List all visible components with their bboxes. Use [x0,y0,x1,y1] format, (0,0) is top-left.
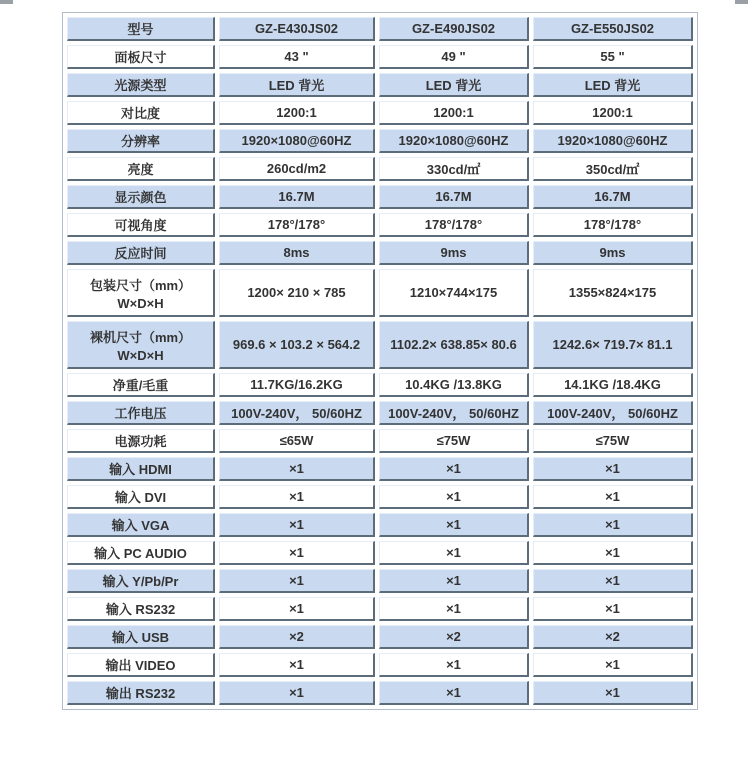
cell-value: 8ms [219,241,375,265]
cell-value: 14.1KG /18.4KG [533,373,693,397]
cell-value: ×1 [219,653,375,677]
row-label-line2: W×D×H [117,347,164,363]
row-label-text: 输入 Y/Pb/Pr [102,574,179,589]
row-label-text: 显示颜色 [114,190,167,205]
cell-value: 16.7M [219,185,375,209]
cell-value: LED 背光 [219,73,375,97]
table-row [67,241,693,265]
cell-value: 16.7M [379,185,529,209]
row-label [67,101,215,125]
cell-value: ×1 [219,681,375,705]
table-row [67,321,693,369]
row-label-text: 输入 PC AUDIO [94,546,187,561]
cell-value: 10.4KG /13.8KG [379,373,529,397]
row-label [67,457,215,481]
table-row [67,401,693,425]
cell-value: ×1 [533,681,693,705]
table-row [67,625,693,649]
cell-value: 49 " [379,45,529,69]
row-label [67,185,215,209]
row-label [67,269,215,317]
cell-value: ×1 [379,569,529,593]
spec-table [62,12,698,710]
cell-value: ×1 [379,653,529,677]
row-label-text: 面板尺寸 [114,50,167,65]
cell-value: 1920×1080@60HZ [219,129,375,153]
cell-value: ×1 [533,457,693,481]
row-label [67,157,215,181]
cell-value: 100V-240V， 50/60HZ [379,401,529,425]
table-row [67,45,693,69]
table-row [67,653,693,677]
row-label-text: 输出 RS232 [105,686,176,701]
table-row [67,269,693,317]
cell-value: ×1 [379,541,529,565]
cell-value: 1200:1 [219,101,375,125]
cell-value: ×2 [219,625,375,649]
table-row [67,429,693,453]
table-row [67,457,693,481]
cell-value: ×1 [379,681,529,705]
cell-value: 100V-240V， 50/60HZ [533,401,693,425]
row-label-line2: W×D×H [117,295,164,311]
table-header-row [67,17,693,41]
cell-value: 1200× 210 × 785 [219,269,375,317]
row-label [67,569,215,593]
cell-value: 55 " [533,45,693,69]
cell-value: ×1 [533,513,693,537]
row-label-text: 包装尺寸（mm） [89,277,192,293]
cell-value: 16.7M [533,185,693,209]
cell-value: ≤75W [379,429,529,453]
table-row [67,569,693,593]
frame-corner-mark-left [0,0,13,4]
cell-value: 260cd/m2 [219,157,375,181]
table-row [67,373,693,397]
row-label-text: 输入 USB [111,630,170,645]
row-label-text: 工作电压 [114,406,167,421]
row-label-text: 输入 RS232 [105,602,176,617]
row-label-text: 输入 VGA [111,518,170,533]
cell-value: 11.7KG/16.2KG [219,373,375,397]
row-label [67,485,215,509]
cell-value: ×1 [379,457,529,481]
row-label [67,541,215,565]
table-row [67,213,693,237]
cell-value: 969.6 × 103.2 × 564.2 [219,321,375,369]
cell-value: 1920×1080@60HZ [533,129,693,153]
cell-value: 350cd/㎡ [533,157,693,181]
cell-value: ×1 [379,597,529,621]
cell-value: ×1 [379,513,529,537]
cell-value: LED 背光 [533,73,693,97]
row-label-text: 输入 HDMI [109,462,172,477]
cell-value: ×1 [219,541,375,565]
cell-value: ×1 [219,597,375,621]
model-name: GZ-E430JS02 [219,17,375,41]
cell-value: ×1 [533,541,693,565]
table-row [67,681,693,705]
cell-value: 1200:1 [379,101,529,125]
cell-value: ≤75W [533,429,693,453]
cell-value: ×1 [533,597,693,621]
cell-value: ×2 [379,625,529,649]
cell-value: ≤65W [219,429,375,453]
cell-value: 330cd/㎡ [379,157,529,181]
cell-value: ×1 [219,513,375,537]
row-label [67,241,215,265]
table-row [67,73,693,97]
cell-value: ×1 [219,457,375,481]
cell-value: 9ms [379,241,529,265]
cell-value: ×1 [533,653,693,677]
row-label-text: 可视角度 [114,218,167,233]
table-row [67,157,693,181]
row-label [67,321,215,369]
cell-value: 43 " [219,45,375,69]
row-label [67,625,215,649]
row-label-text: 裸机尺寸（mm） [89,329,192,345]
cell-value: 178°/178° [379,213,529,237]
row-label [67,73,215,97]
cell-value: 1920×1080@60HZ [379,129,529,153]
row-label-text: 电源功耗 [114,434,167,449]
cell-value: ×1 [533,485,693,509]
row-label-text: 输入 DVI [114,490,167,505]
table-row [67,129,693,153]
frame-corner-mark-right [735,0,748,4]
row-label [67,513,215,537]
row-label-text: 亮度 [127,162,154,177]
model-header-label [67,17,215,41]
row-label [67,373,215,397]
row-label-text: 对比度 [120,106,160,121]
model-name: GZ-E550JS02 [533,17,693,41]
row-label-text: 输出 VIDEO [105,658,176,673]
row-label [67,129,215,153]
table-row [67,101,693,125]
row-label [67,429,215,453]
cell-value: 1355×824×175 [533,269,693,317]
row-label [67,401,215,425]
row-label [67,45,215,69]
table-row [67,541,693,565]
cell-value: 100V-240V， 50/60HZ [219,401,375,425]
table-row [67,485,693,509]
cell-value: ×1 [533,569,693,593]
row-label-text: 分辨率 [120,134,160,149]
cell-value: 178°/178° [533,213,693,237]
cell-value: ×1 [379,485,529,509]
row-label [67,597,215,621]
model-name: GZ-E490JS02 [379,17,529,41]
table-row [67,597,693,621]
cell-value: ×1 [219,569,375,593]
table-row [67,513,693,537]
cell-value: 1200:1 [533,101,693,125]
cell-value: 178°/178° [219,213,375,237]
row-label-text: 型号 [127,22,154,37]
row-label [67,213,215,237]
cell-value: ×2 [533,625,693,649]
row-label-text: 反应时间 [114,246,167,261]
row-label-text: 光源类型 [114,78,167,93]
row-label-text: 净重/毛重 [112,378,169,393]
cell-value: 1210×744×175 [379,269,529,317]
cell-value: LED 背光 [379,73,529,97]
cell-value: 1102.2× 638.85× 80.6 [379,321,529,369]
table-row [67,185,693,209]
cell-value: ×1 [219,485,375,509]
row-label [67,681,215,705]
row-label [67,653,215,677]
cell-value: 9ms [533,241,693,265]
cell-value: 1242.6× 719.7× 81.1 [533,321,693,369]
